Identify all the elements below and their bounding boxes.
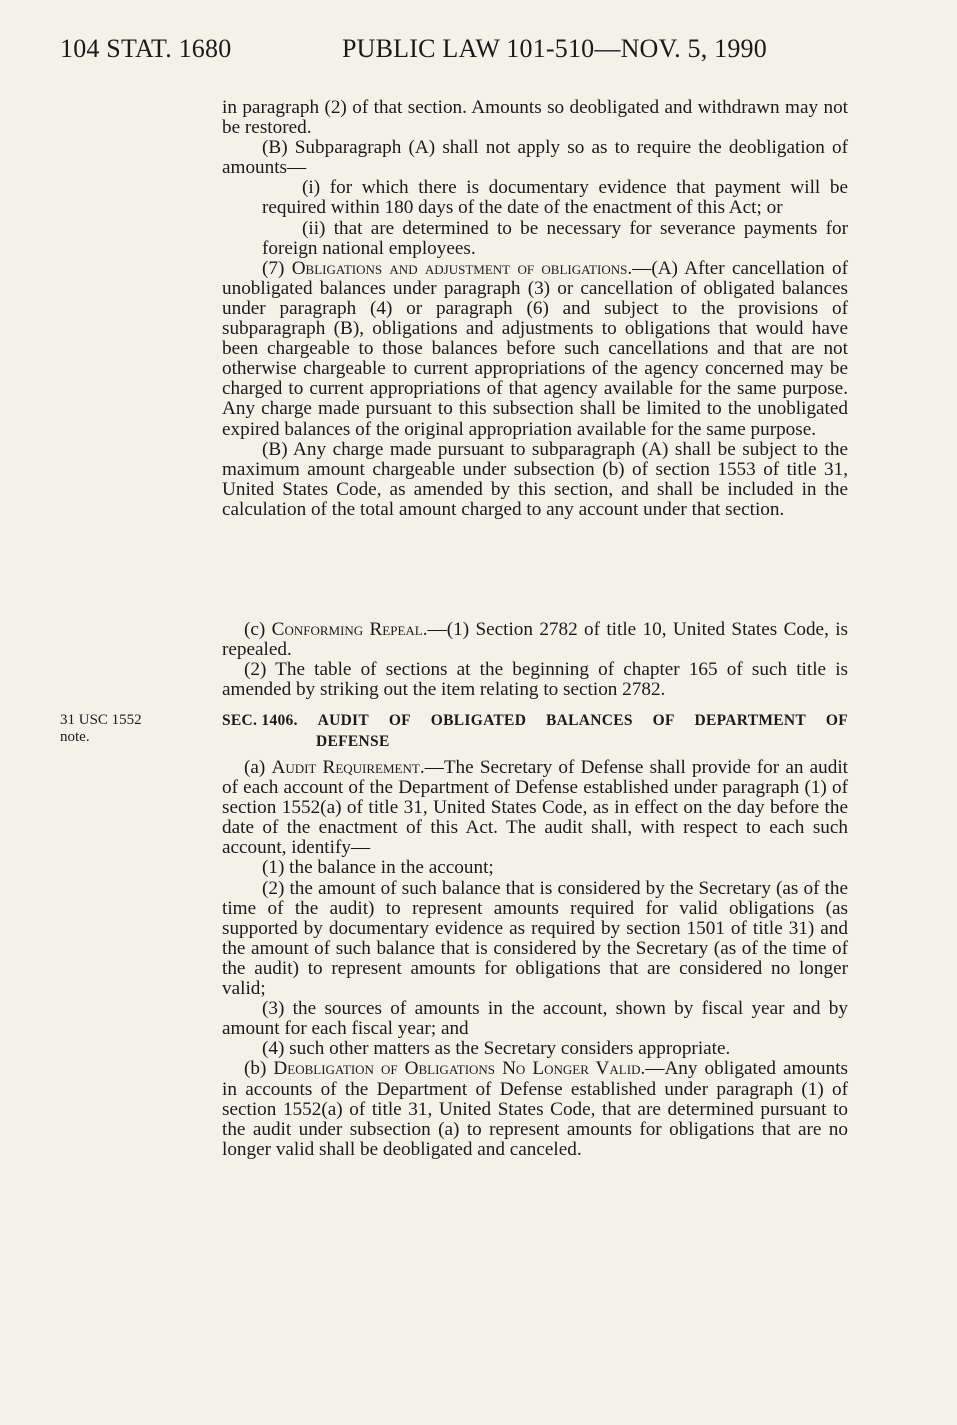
- subsection-c-heading: Conforming Repeal.: [271, 619, 428, 640]
- subsection-a-heading: Audit Requirement.: [271, 757, 425, 778]
- subsection-a: (a) Audit Requirement.—The Secretary of Defense shall provide for an audit of each account of the Department of Defense established under paragraph (1) of section 1552(a) of title 31, United States Code, as in effect on the day before the date of the enactment of this Act. The audit shall, with respect to each such account, identify—: [222, 757, 848, 859]
- item-4: (4) such other matters as the Secretary considers appropriate.: [262, 1038, 731, 1060]
- subsection-c-2: (2) The table of sections at the beginning of chapter 165 of such title is amended by striking out the item relating to section 2782.: [222, 659, 848, 701]
- section-title-word: OF: [388, 712, 411, 729]
- section-label: SEC. 1406.: [222, 712, 298, 729]
- clause-i: (i) for which there is documentary evidence that payment will be required within 180 days of the date of the enactment of this Act; or: [262, 177, 848, 219]
- paragraph-7-b: (B) Any charge made pursuant to subparagraph (A) shall be subject to the maximum amount chargeable under subsection (b) of section 1553 of title 31, United States Code, as amended by this section, and shall be included in the calculation of the total amount charged to any account under that section.: [222, 438, 848, 520]
- section-title-word: OBLIGATED: [430, 712, 527, 729]
- item-2: (2) the amount of such balance that is considered by the Secretary (as of the time of the audit) to represent amounts required for valid obligations (as supported by documentary evidence as required by section 1501 of title 31) and the amount of such balance that is considered by the Secretary (as of the time of the audit) to represent amounts for obligations that are considered no longer valid;: [222, 877, 848, 1000]
- page-stat-number: 104 STAT. 1680: [60, 34, 232, 63]
- margin-note-label: note.: [60, 729, 90, 745]
- clause-ii: (ii) that are determined to be necessary for severance payments for foreign national employees.: [262, 217, 848, 259]
- section-heading: [222, 710, 848, 752]
- subsection-b-heading: Deobligation of Obligations No Longer Valid.: [273, 1058, 646, 1080]
- section-title-word: BALANCES: [545, 712, 633, 729]
- section-title-word: DEPARTMENT: [694, 712, 807, 729]
- section-title-word: AUDIT: [317, 712, 370, 729]
- paragraph-continuation: in paragraph (2) of that section. Amounts so deobligated and withdrawn may not be restored.: [222, 97, 848, 139]
- text-block-conforming-repeal: [222, 620, 848, 700]
- page-header: [60, 34, 897, 74]
- item-3: (3) the sources of amounts in the account, shown by fiscal year and by amount for each fiscal year; and: [222, 998, 848, 1040]
- paragraph-7-heading: (7) Obligations and adjustment of obligations.: [262, 257, 633, 279]
- law-title-date: PUBLIC LAW 101-510—NOV. 5, 1990: [342, 34, 767, 63]
- paragraph-7: [222, 259, 848, 440]
- margin-note: [60, 712, 142, 746]
- paragraph-7-body: —(A) After cancellation of unobligated balances under paragraph (3) or cancellation of obligated balances under paragraph (4) or paragraph (6) and subject to the provisions of subparagraph (B), obligations and adjustments to obligations that would have been chargeable to those balances before such cancellations and that are not otherwise chargeable to current appropriations of the agency concerned may be charged to current appropriations of that agency available for the same purpose. Any charge made pursuant to this subsection shall be limited to the unobligated expired balances of the original appropriation available for the same purpose.: [222, 257, 848, 440]
- section-title-word: OF: [652, 712, 675, 729]
- section-title-word: OF: [825, 712, 848, 729]
- text-block-continuation: [222, 98, 848, 520]
- paragraph-subparagraph-b: (B) Subparagraph (A) shall not apply so as to require the deobligation of amounts—: [222, 137, 848, 179]
- subsection-b: (b) Deobligation of Obligations No Longer Valid.—Any obligated amounts in accounts of the Department of Defense established under paragraph (1) of section 1552(a) of title 31, United States Code, that are determined pursuant to the audit under subsection (a) to represent amounts for obligations that are no longer valid shall be deobligated and canceled.: [222, 1058, 848, 1160]
- text-block-section-1406: [222, 758, 848, 1160]
- section-title-line2: DEFENSE: [316, 733, 390, 750]
- subsection-c: (c) Conforming Repeal.—(1) Section 2782 of title 10, United States Code, is repealed.: [222, 619, 848, 661]
- item-1: (1) the balance in the account;: [262, 857, 494, 879]
- margin-note-citation: 31 USC 1552: [60, 712, 142, 728]
